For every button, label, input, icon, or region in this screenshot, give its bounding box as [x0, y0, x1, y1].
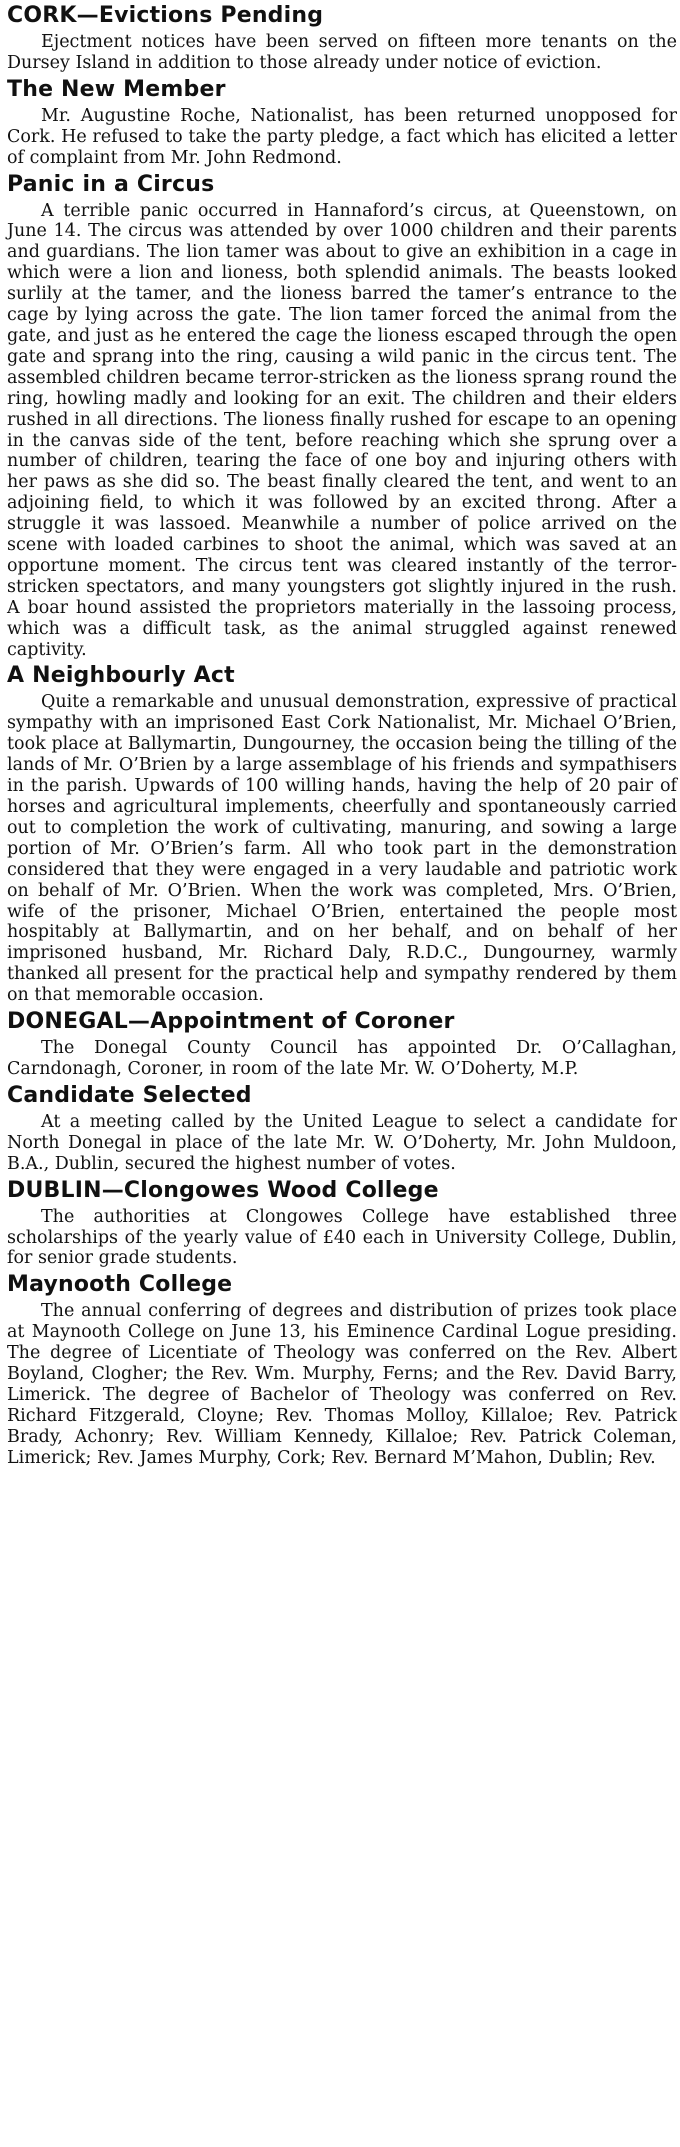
article-panic-in-circus	[7, 171, 677, 661]
article-body: The annual conferring of degrees and distribution of prizes took place at Maynooth College on June 13, his Eminence Cardinal Logue presiding. The degree of Licentiate of Theology was conferred on the Rev. Albert Boyland, Clogher; the Rev. Wm. Murphy, Ferns; and the Rev. David Barry, Limerick. The degree of Bachelor of Theology was conferred on Rev. Richard Fitzgerald, Cloyne; Rev. Thomas Molloy, Killaloe; Rev. Patrick Brady, Achonry; Rev. William Kennedy, Killaloe; Rev. Patrick Coleman, Limerick; Rev. James Murphy, Cork; Rev. Bernard M’Mahon, Dublin; Rev.	[7, 1301, 677, 1468]
headline: A Neighbourly Act	[7, 663, 235, 689]
headline: CORK—Evictions Pending	[7, 3, 324, 28]
headline: DONEGAL—Appointment of Coroner	[7, 1009, 455, 1035]
article-clongowes-wood-college	[7, 1177, 677, 1270]
article-candidate-selected	[7, 1082, 677, 1175]
article-body: Mr. Augustine Roche, Nationalist, has been returned unopposed for Cork. He refused to take the party pledge, a fact which has elicited a letter of complaint from Mr. John Redmond.	[7, 105, 677, 168]
newspaper-column	[0, 2, 680, 2147]
headline: Maynooth College	[7, 1272, 233, 1298]
article-body: Quite a remarkable and unusual demonstration, expressive of practical sympathy with an imprisoned East Cork Nationalist, Mr. Michael O’Brien, took place at Ballymartin, Dungourney, the occasion being the tilling of the lands of Mr. O’Brien by a large assemblage of his friends and sympathisers in the parish. Upwards of 100 willing hands, having the help of 20 pair of horses and agricultural implements, cheerfully and spontaneously carried out to completion the work of cultivating, manuring, and sowing a large portion of Mr. O’Brien’s farm. All who took part in the demonstration considered that they were engaged in a very laudable and patriotic work on behalf of Mr. O’Brien. When the work was completed, Mrs. O’Brien, wife of the prisoner, Michael O’Brien, entertained the people most hospitably at Ballymartin, and on her behalf, and on behalf of her imprisoned husband, Mr. Richard Daly, R.D.C., Dungourney, warmly thanked all present for the practical help and sympathy rendered by them on that memorable occasion.	[7, 692, 677, 1006]
article-body: A terrible panic occurred in Hannaford’s circus, at Queenstown, on June 14. The circus was attended by over 1000 children and their parents and guardians. The lion tamer was about to give an exhibition in a cage in which were a lion and lioness, both splendid animals. The beasts looked surlily at the tamer, and the lioness barred the tamer’s entrance to the cage by lying across the gate. The lion tamer forced the animal from the gate, and just as he entered the cage the lioness escaped through the open gate and sprang into the ring, causing a wild panic in the circus tent. The assembled children became terror-stricken as the lioness sprang round the ring, howling madly and looking for an exit. The children and their elders rushed in all directions. The lioness finally rushed for escape to an opening in the canvas side of the tent, before reaching which she sprung over a number of children, tearing the face of one boy and injuring others with her paws as she did so. The beast finally cleared the tent, and went to an adjoining field, to which it was followed by an excited throng. After a struggle it was lassoed. Meanwhile a number of police arrived on the scene with loaded carbines to shoot the animal, which was saved at an opportune moment. The circus tent was cleared instantly of the terror-stricken spectators, and many youngsters got slightly injured in the rush. A boar hound assisted the proprietors materially in the lassoing process, which was a difficult task, as the animal struggled against renewed captivity.	[7, 200, 677, 660]
article-maynooth-college	[7, 1271, 677, 1468]
article-body: The Donegal County Council has appointed Dr. O’Callaghan, Carndonagh, Coroner, in room of the late Mr. W. O’Doherty, M.P.	[7, 1038, 677, 1079]
headline: Candidate Selected	[7, 1082, 252, 1108]
headline: The New Member	[7, 76, 226, 102]
headline: Panic in a Circus	[7, 171, 215, 197]
article-donegal-coroner	[7, 1008, 677, 1080]
article-body: At a meeting called by the United League to select a candidate for North Donegal in place of the late Mr. W. O’Doherty, Mr. John Muldoon, B.A., Dublin, secured the highest number of votes.	[7, 1111, 677, 1174]
article-neighbourly-act	[7, 662, 677, 1006]
headline: DUBLIN—Clongowes Wood College	[7, 1177, 439, 1203]
article-body: The authorities at Clongowes College have established three scholarships of the yearly value of £40 each in University College, Dublin, for senior grade students.	[7, 1206, 677, 1269]
article-cork-evictions	[7, 2, 677, 74]
article-body: Ejectment notices have been served on fifteen more tenants on the Dursey Island in addition to those already under notice of eviction.	[7, 32, 677, 73]
article-new-member	[7, 76, 677, 169]
